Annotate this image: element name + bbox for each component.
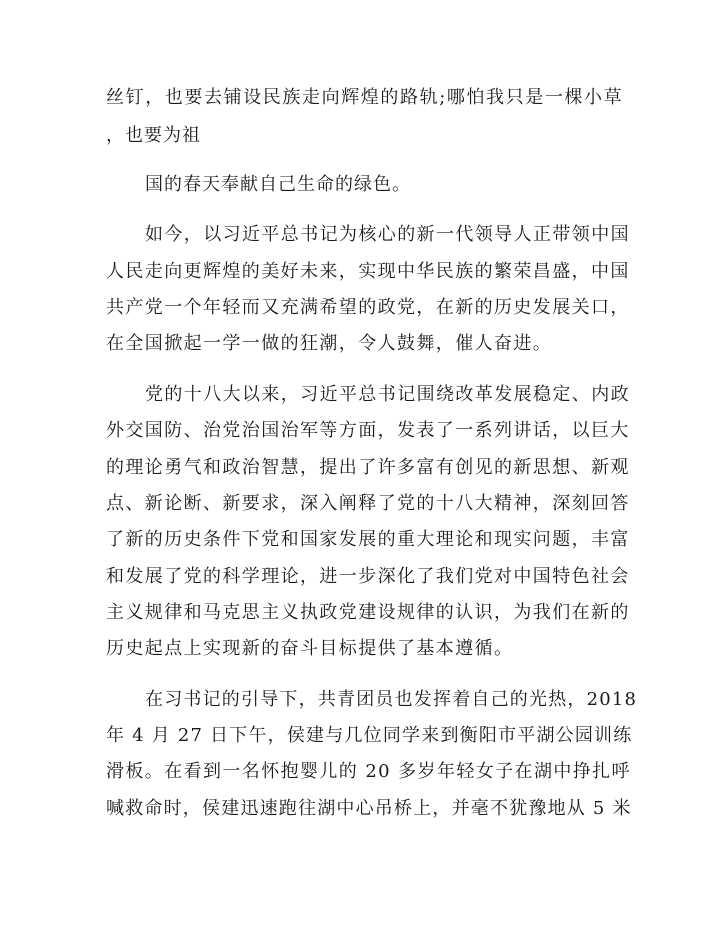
text-line: 历史起点上实现新的奋斗目标提供了基本遵循。 <box>106 638 514 659</box>
text-line: 了新的历史条件下党和国家发展的重大理论和现实问题，丰富 <box>106 529 630 550</box>
text-line: 国的春天奉献自己生命的绿色。 <box>145 174 411 195</box>
paragraph-start-line: 党的十八大以来，习近平总书记围绕改革发展稳定、内政 <box>145 384 630 405</box>
text-line: 和发展了党的科学理论，进一步深化了我们党对中国特色社会 <box>106 566 630 587</box>
text-line: 共产党一个年轻而又充满希望的政党，在新的历史发展关口， <box>106 297 630 318</box>
text-line: 的理论勇气和政治智慧，提出了许多富有创见的新思想、新观 <box>106 457 630 478</box>
text-line: 年 4 月 27 日下午，侯建与几位同学来到衡阳市平湖公园训练 <box>106 725 633 746</box>
text-line: 喊救命时，侯建迅速跑往湖中心吊桥上，并毫不犹豫地从 5 米 <box>106 798 632 819</box>
text-line: 丝钉，也要去铺设民族走向辉煌的路轨;哪怕我只是一棵小草 <box>106 87 624 108</box>
paragraph-start-line: 如今，以习近平总书记为核心的新一代领导人正带领中国 <box>145 224 630 245</box>
text-line: 主义规律和马克思主义执政党建设规律的认识，为我们在新的 <box>106 602 630 623</box>
text-line: 在全国掀起一学一做的狂潮，令人鼓舞，催人奋进。 <box>106 333 553 354</box>
text-line: 外交国防、治党治国治军等方面，发表了一系列讲话，以巨大 <box>106 420 630 441</box>
text-line: 点、新论断、新要求，深入阐释了党的十八大精神，深刻回答 <box>106 493 630 514</box>
text-line: 滑板。在看到一名怀抱婴儿的 20 多岁年轻女子在湖中挣扎呼 <box>106 761 631 782</box>
text-line: 人民走向更辉煌的美好未来，实现中华民族的繁荣昌盛，中国 <box>106 261 630 282</box>
paragraph-start-line: 在习书记的引导下，共青团员也发挥着自己的光热，2018 <box>145 689 638 710</box>
text-line: ，也要为祖 <box>106 125 201 146</box>
